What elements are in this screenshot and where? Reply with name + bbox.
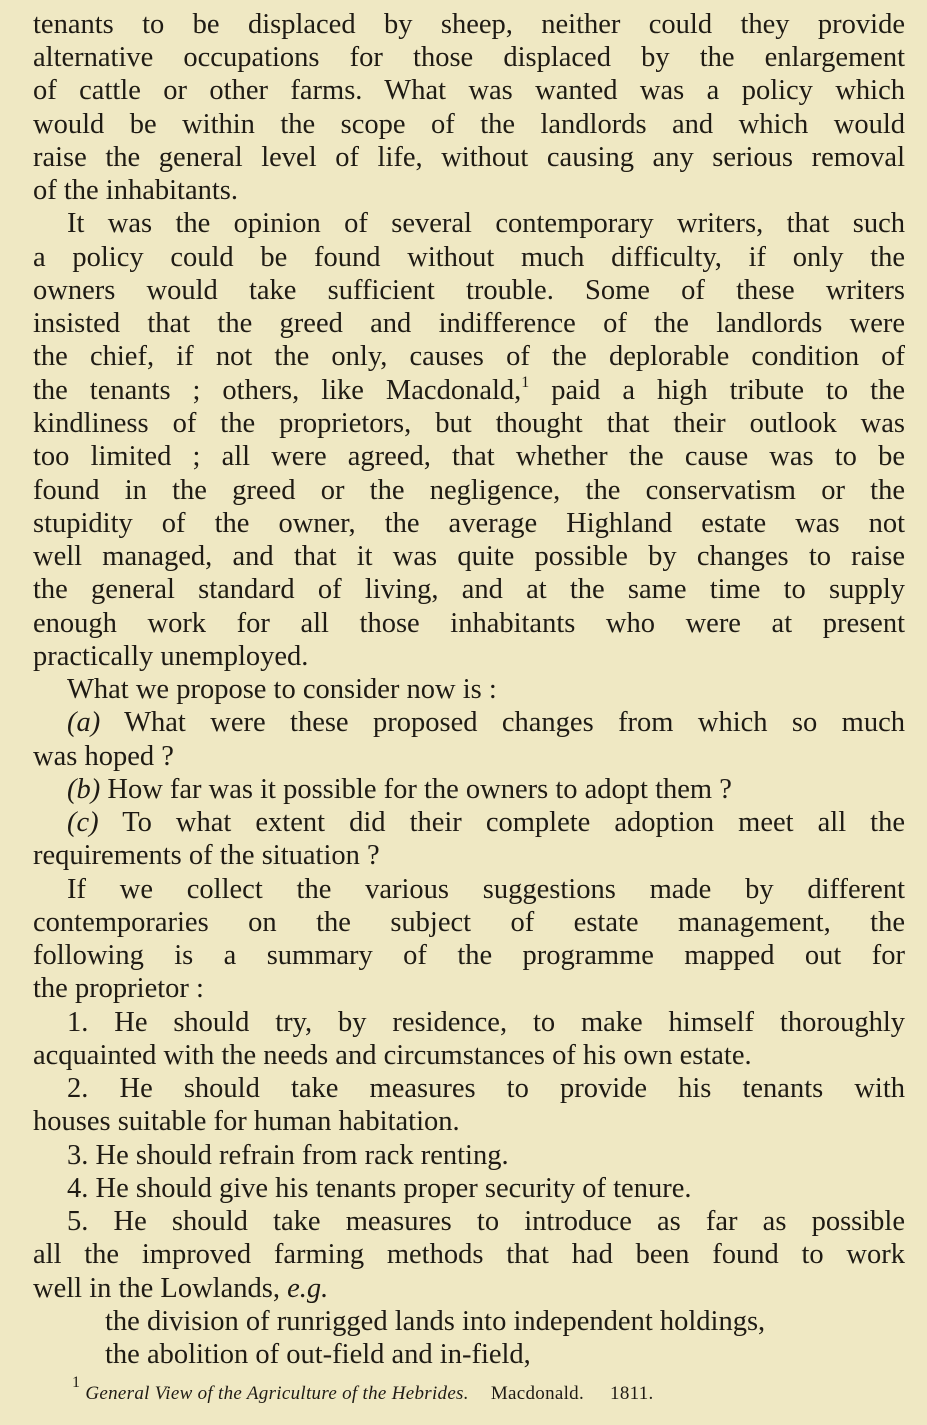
text-line: found in the greed or the negligence, the conservatism or the	[33, 475, 905, 506]
text-segment: paid a high tribute to the	[529, 375, 905, 406]
text-segment: well in the Lowlands,	[33, 1273, 288, 1304]
text-line: owners would take sufficient trouble. Some of these writers	[33, 275, 905, 306]
abbreviation-eg: e.g.	[287, 1273, 329, 1304]
footnote-mark: 1	[72, 1374, 81, 1391]
footnote-author: Macdonald.	[490, 1383, 585, 1404]
text-line: would be within the scope of the landlords and which would	[33, 109, 905, 140]
text-line: What we propose to consider now is :	[67, 674, 497, 705]
text-line: 2. He should take measures to provide his tenants with	[67, 1073, 905, 1104]
text-line: the general standard of living, and at the same time to supply	[33, 574, 905, 605]
text-segment: the tenants ; others, like Macdonald,	[33, 375, 522, 406]
text-line	[33, 1272, 905, 1305]
footnote-marker: 1	[521, 374, 530, 391]
text-line: stupidity of the owner, the average Highland estate was not	[33, 508, 905, 539]
text-line: contemporaries on the subject of estate management, the	[33, 907, 905, 938]
text-line: requirements of the situation ?	[33, 840, 380, 871]
text-line	[33, 773, 905, 806]
footnote	[72, 1374, 852, 1407]
text-line: raise the general level of life, without causing any serious removal	[33, 142, 905, 173]
footnote-year: 1811.	[610, 1383, 654, 1404]
text-line: of cattle or other farms. What was wanted was a policy which	[33, 75, 905, 106]
text-line: the proprietor :	[33, 973, 204, 1004]
text-line: the abolition of out-field and in-field,	[105, 1339, 531, 1370]
text-line: insisted that the greed and indifference of the landlords were	[33, 308, 905, 339]
text-line: a policy could be found without much difficulty, if only the	[33, 242, 905, 273]
text-line: 5. He should take measures to introduce as far as possible	[67, 1206, 905, 1237]
list-label-c: (c)	[67, 807, 99, 838]
text-line: all the improved farming methods that had been found to work	[33, 1239, 905, 1270]
list-label-b: (b)	[67, 774, 101, 805]
text-line: of the inhabitants.	[33, 175, 238, 206]
text-line: kindliness of the proprietors, but thought that their outlook was	[33, 408, 905, 439]
text-line: enough work for all those inhabitants who were at present	[33, 608, 905, 639]
text-line: too limited ; all were agreed, that whether the cause was to be	[33, 441, 905, 472]
text-line: acquainted with the needs and circumstances of his own estate.	[33, 1040, 752, 1071]
text-line: 4. He should give his tenants proper security of tenure.	[67, 1173, 692, 1204]
text-line: alternative occupations for those displaced by the enlargement	[33, 42, 905, 73]
text-line: It was the opinion of several contemporary writers, that such	[67, 208, 905, 239]
text-line: the chief, if not the only, causes of the deplorable condition of	[33, 341, 905, 372]
text-line: tenants to be displaced by sheep, neither could they provide	[33, 9, 905, 40]
text-line	[33, 706, 905, 739]
text-line: following is a summary of the programme mapped out for	[33, 940, 905, 971]
text-line: 1. He should try, by residence, to make himself thoroughly	[67, 1007, 905, 1038]
footnote-title: General View of the Agriculture of the Hebrides.	[85, 1383, 469, 1404]
text-line: well managed, and that it was quite possible by changes to raise	[33, 541, 905, 572]
text-line: 3. He should refrain from rack renting.	[67, 1140, 509, 1171]
text-segment: What were these proposed changes from which so much	[100, 707, 905, 738]
text-line: practically unemployed.	[33, 641, 309, 672]
list-label-a: (a)	[67, 707, 101, 738]
text-line: was hoped ?	[33, 741, 174, 772]
text-segment: To what extent did their complete adoption meet all the	[98, 807, 905, 838]
text-line	[33, 374, 905, 407]
text-segment: How far was it possible for the owners to adopt them ?	[100, 774, 732, 805]
text-line: houses suitable for human habitation.	[33, 1106, 460, 1137]
text-line: If we collect the various suggestions made by different	[67, 874, 905, 905]
text-line: the division of runrigged lands into independent holdings,	[105, 1306, 766, 1337]
text-line	[33, 806, 905, 839]
